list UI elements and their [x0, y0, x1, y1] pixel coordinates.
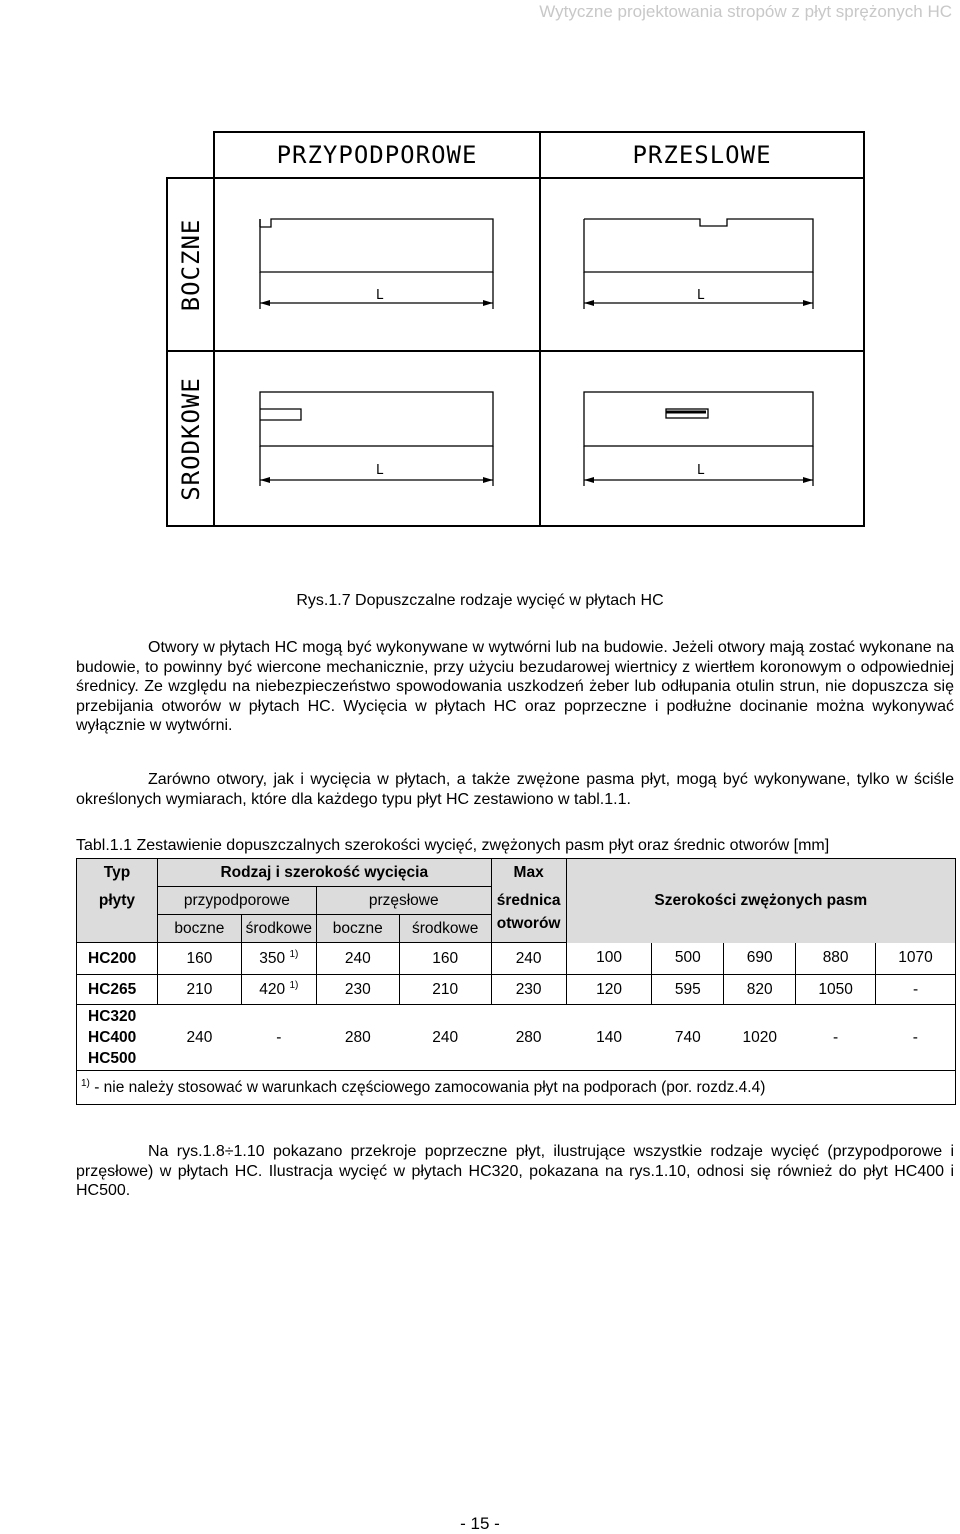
header-typ: Typ — [77, 859, 158, 887]
table-cell: 1020 — [724, 1005, 796, 1071]
table-cell: 280 — [316, 1005, 399, 1071]
table-cell: 160 — [399, 943, 491, 975]
header-przypodporowe: przypodporowe — [157, 887, 316, 915]
table-cell: 160 — [157, 943, 241, 975]
row-label-boczne: BOCZNE — [177, 218, 205, 312]
dim-label: L — [376, 288, 384, 303]
table-caption: Tabl.1.1 Zestawienie dopuszczalnych szerokości wycięć, zwężonych pasm płyt oraz średnic otworów [mm] — [76, 837, 830, 854]
row-typ: HC200 — [77, 943, 158, 975]
table-cell: 120 — [566, 975, 652, 1005]
header-srednica: średnica — [491, 887, 566, 915]
dim-label: L — [697, 288, 705, 303]
header-blank — [77, 915, 158, 943]
paragraph-2: Zarówno otwory, jak i wycięcia w płytach, a także zwężone pasma płyt, mogą być wykonywane, tylko w ściśle określonych wymiarach, które dla każdego typu płyt HC zestawiono w tabl.1.1. — [76, 771, 954, 808]
header-plyty: płyty — [77, 887, 158, 915]
header-zwezone: Szerokości zwężonych pasm — [566, 859, 955, 943]
table-cell: 1050 — [796, 975, 876, 1005]
dim-label: L — [376, 463, 384, 478]
running-header: Wytyczne projektowania stropów z płyt sprężonych HC — [539, 2, 952, 21]
table-cell: 210 — [399, 975, 491, 1005]
header-przeslowe: przęsłowe — [316, 887, 491, 915]
footnote-mark: 1) — [289, 948, 299, 960]
table-cell-fn — [241, 943, 316, 975]
table-cell: 880 — [796, 943, 876, 975]
figure-caption: Rys.1.7 Dopuszczalne rodzaje wycięć w płytach HC — [296, 592, 664, 609]
col-label-przypodporowe: PRZYPODPOROWE — [276, 141, 478, 169]
row-typ: HC265 — [77, 975, 158, 1005]
header-rodzaj: Rodzaj i szerokość wycięcia — [157, 859, 491, 887]
header-otworow: otworów — [491, 915, 566, 943]
table-cell: 100 — [566, 943, 652, 975]
row-typ-hc320: HC320 — [88, 1008, 137, 1025]
table-cell: 280 — [491, 1005, 566, 1071]
table-cell: 240 — [399, 1005, 491, 1071]
table-cell: 500 — [652, 943, 724, 975]
footnote-text: - nie należy stosować w warunkach częściowego zamocowania płyt na podporach (por. rozdz.4.4) — [94, 1079, 766, 1097]
header-max: Max — [491, 859, 566, 887]
dim-label: L — [697, 463, 705, 478]
header-srodkowe: środkowe — [399, 915, 491, 943]
footnote-mark: 1) — [81, 1077, 90, 1089]
table-cell: - — [876, 1005, 956, 1071]
table-cell: 350 — [259, 950, 286, 968]
table-cell: 240 — [316, 943, 399, 975]
row-label-srodkowe: SRODKOWE — [177, 377, 205, 501]
table-cell: 230 — [491, 975, 566, 1005]
row-typ-hc500: HC500 — [88, 1050, 137, 1067]
table-cell: - — [241, 1005, 316, 1071]
col-label-przeslowe: PRZESLOWE — [632, 141, 772, 169]
table-cell-fn — [241, 975, 316, 1005]
paragraph-1: Otwory w płytach HC mogą być wykonywane w wytwórni lub na budowie. Jeżeli otwory mają zostać wykonane na budowie, to powinny być wiercone mechanicznie, przy użyciu bezudarowej wiertnicy z wiertłem koronowym o odpowiedniej średnicy. Ze względu na niebezpieczeństwo spowodowania uszkodzeń żeber lub odłupania otulin strun, nie dopuszcza się przebijania otworów w płytach HC. Wycięcia w płytach HC oraz poprzeczne i podłużne docinanie można wykonywać wyłącznie w wytwórni. — [76, 639, 954, 734]
row-typ-hc400: HC400 — [88, 1029, 137, 1046]
table-footnote — [77, 1071, 956, 1105]
cutout-figure — [166, 131, 866, 529]
table-cell: 1070 — [876, 943, 956, 975]
table-cell: 595 — [652, 975, 724, 1005]
table-cell: 690 — [724, 943, 796, 975]
table-cell: 240 — [157, 1005, 241, 1071]
row-typ — [77, 1005, 158, 1071]
table-cell: 820 — [724, 975, 796, 1005]
page-number: - 15 - — [460, 1514, 500, 1533]
table-cell: 230 — [316, 975, 399, 1005]
table-cell: - — [796, 1005, 876, 1071]
footnote-mark: 1) — [289, 979, 299, 991]
table-cell: 240 — [491, 943, 566, 975]
table-cell: 420 — [259, 981, 286, 999]
table-cell: 210 — [157, 975, 241, 1005]
table-cell: 740 — [652, 1005, 724, 1071]
header-boczne: boczne — [316, 915, 399, 943]
cutout-table — [76, 858, 956, 1105]
header-srodkowe: środkowe — [241, 915, 316, 943]
table-cell: 140 — [566, 1005, 652, 1071]
table-cell: - — [876, 975, 956, 1005]
paragraph-3: Na rys.1.8÷1.10 pokazano przekroje poprzeczne płyt, ilustrujące wszystkie rodzaje wycięć (przypodporowe i przęsłowe) w płytach HC. Ilustracja wycięć w płytach HC320, pokazana na rys.1.10, odnosi się również do płyt HC400 i HC500. — [76, 1143, 954, 1199]
header-boczne: boczne — [157, 915, 241, 943]
